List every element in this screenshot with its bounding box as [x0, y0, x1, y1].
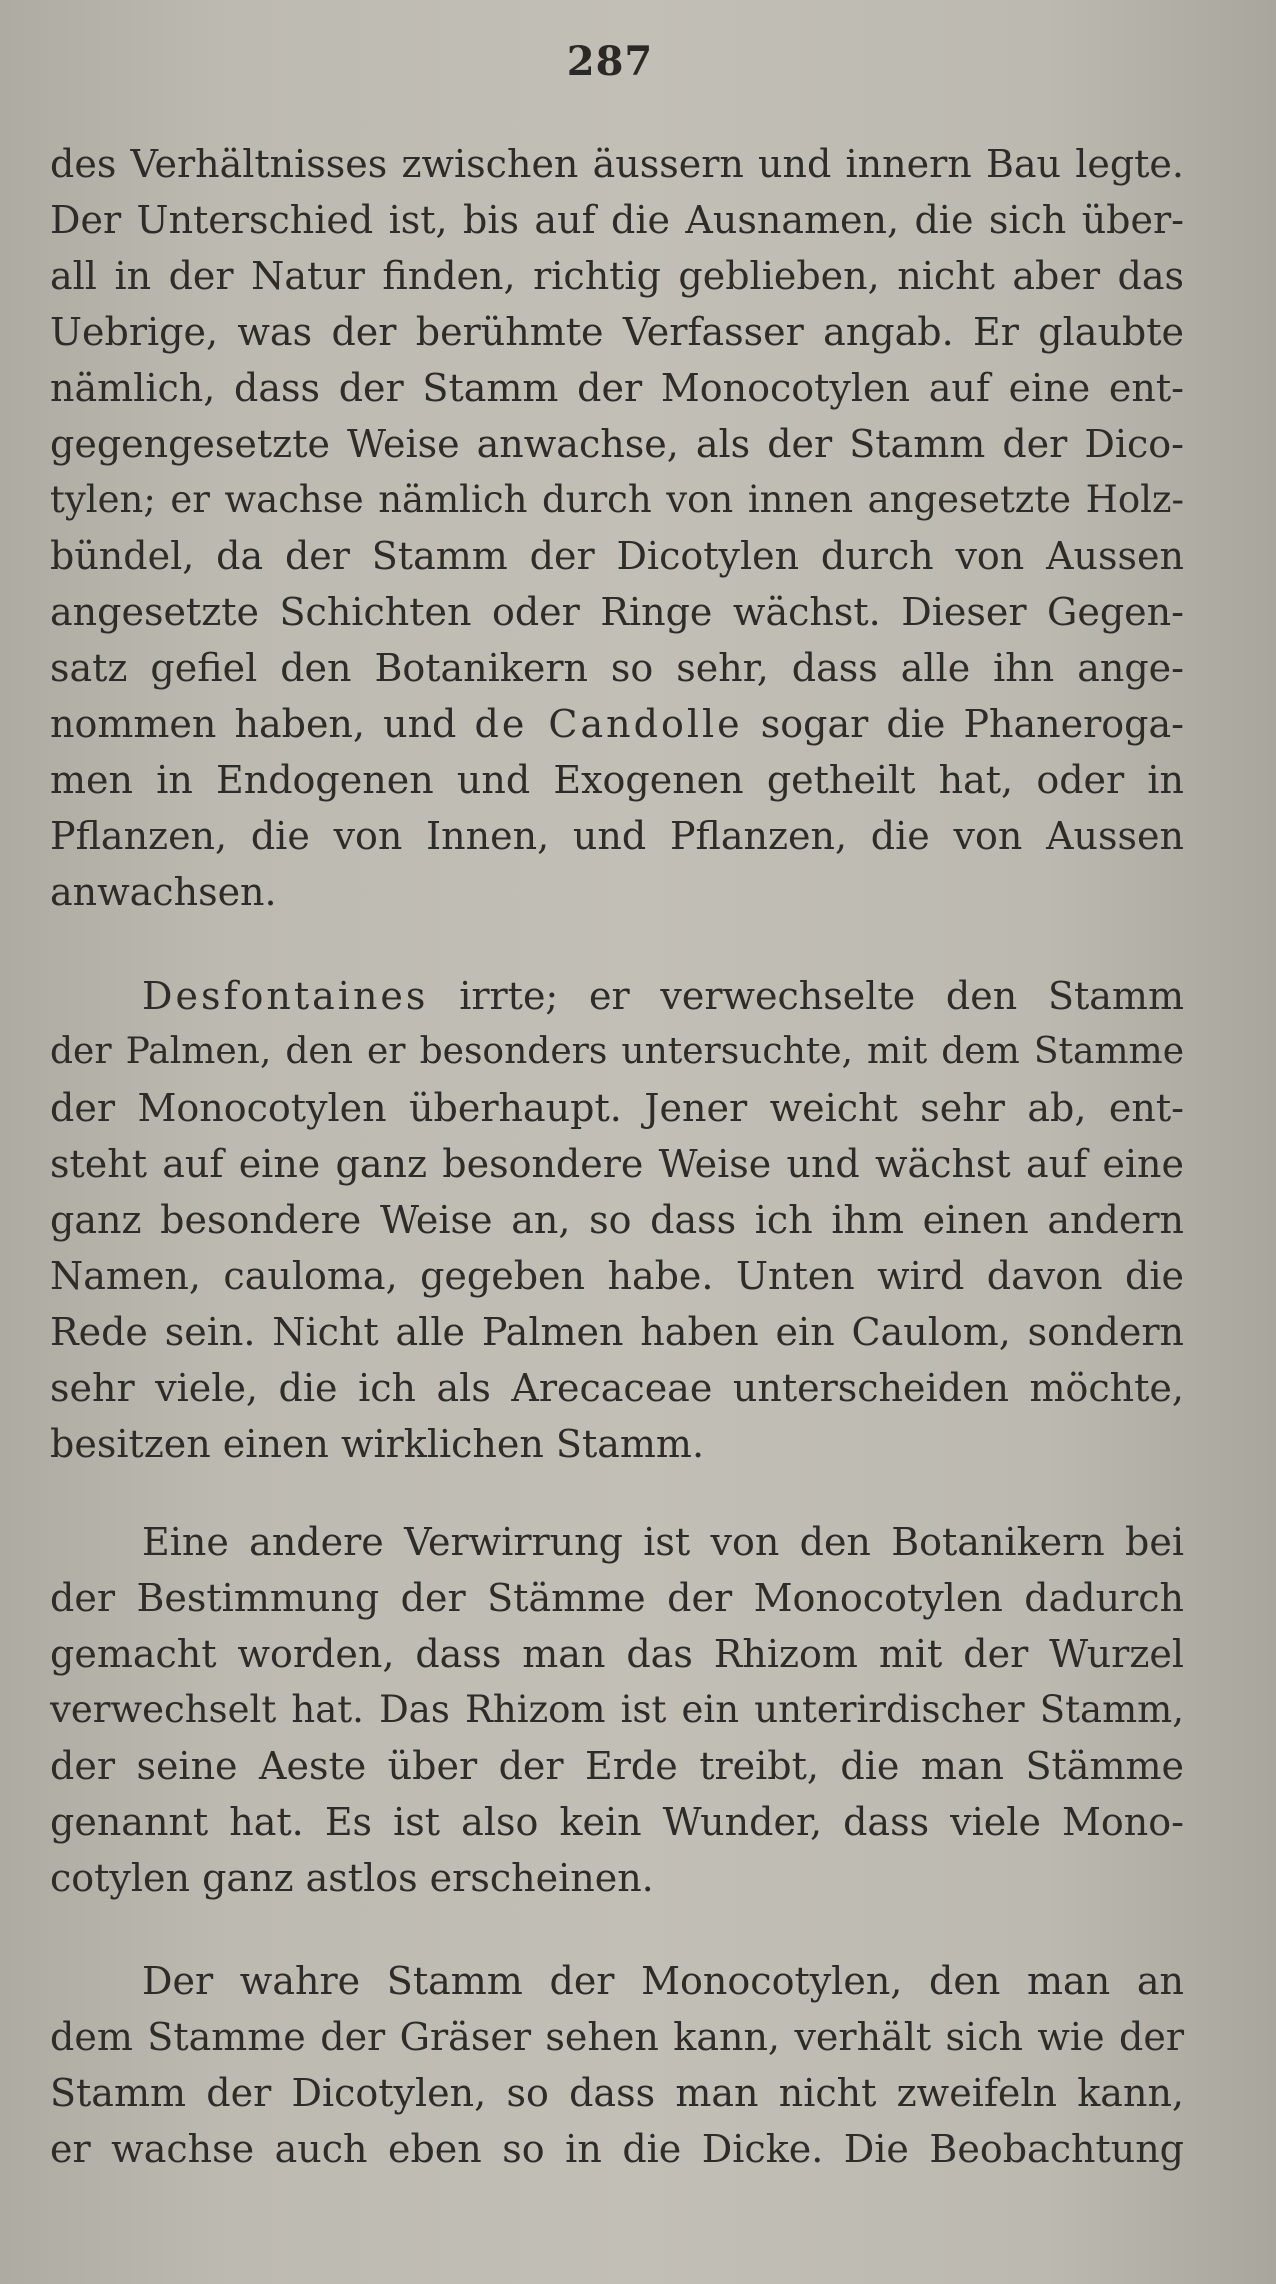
text-line: Der Unterschied ist, bis auf die Ausnamen, die sich über-: [50, 198, 1184, 242]
text-line: steht auf eine ganz besondere Weise und wächst auf eine: [50, 1142, 1184, 1186]
text-line: nämlich, dass der Stamm der Monocotylen auf eine ent-: [50, 366, 1184, 410]
paragraph-3: [50, 1514, 1184, 1906]
text-line: sehr viele, die ich als Arecaceae unterscheiden möchte,: [50, 1366, 1184, 1410]
text-line: genannt hat. Es ist also kein Wunder, dass viele Mono-: [50, 1800, 1184, 1844]
text-line: dem Stamme der Gräser sehen kann, verhält sich wie der: [50, 2015, 1184, 2059]
text-line: bündel, da der Stamm der Dicotylen durch von Aussen: [50, 534, 1184, 578]
author-name: Desfontaines: [142, 974, 429, 1018]
text-line: verwechselt hat. Das Rhizom ist ein unterirdischer Stamm,: [50, 1688, 1184, 1731]
text-line: Der wahre Stamm der Monocotylen, den man an: [142, 1959, 1184, 2003]
text-line: angesetzte Schichten oder Ringe wächst. Dieser Gegen-: [50, 590, 1184, 634]
text-line: der Bestimmung der Stämme der Monocotylen dadurch: [50, 1576, 1184, 1620]
text-line: Eine andere Verwirrung ist von den Botanikern bei: [142, 1520, 1184, 1564]
text-line: Stamm der Dicotylen, so dass man nicht zweifeln kann,: [50, 2071, 1184, 2115]
text-line: all in der Natur finden, richtig geblieben, nicht aber das: [50, 254, 1184, 298]
text-segment: nommen haben, und: [50, 702, 457, 746]
text-line: besitzen einen wirklichen Stamm.: [50, 1422, 705, 1466]
text-line: der Palmen, den er besonders untersuchte, mit dem Stamme: [50, 1031, 1184, 1072]
text-line: Uebrige, was der berühmte Verfasser angab. Er glaubte: [50, 310, 1184, 354]
text-segment: sogar die Phanerogа-: [760, 702, 1184, 746]
text-line: Pflanzen, die von Innen, und Pflanzen, die von Aussen: [50, 814, 1184, 858]
text-line: der seine Aeste über der Erde treibt, die man Stämme: [50, 1744, 1184, 1788]
author-name: de Candolle: [474, 702, 743, 746]
text-line: des Verhältnisses zwischen äussern und innern Bau legte.: [50, 142, 1184, 186]
text-line: gemacht worden, dass man das Rhizom mit der Wurzel: [50, 1632, 1184, 1676]
page-number: 287: [566, 38, 654, 85]
text-line: der Monocotylen überhaupt. Jener weicht sehr ab, ent-: [50, 1086, 1184, 1130]
text-line: gegengesetzte Weise anwachse, als der Stamm der Dico-: [50, 422, 1184, 466]
paragraph-2: [50, 968, 1184, 1472]
text-line: Rede sein. Nicht alle Palmen haben ein Caulom, sondern: [50, 1310, 1184, 1354]
text-line: [50, 968, 1184, 1024]
text-line: ganz besondere Weise an, so dass ich ihm einen andern: [50, 1198, 1184, 1242]
paragraph-4: [50, 1953, 1184, 2177]
paragraph-1: [50, 136, 1184, 920]
text-line: er wachse auch eben so in die Dicke. Die Beobachtung: [50, 2127, 1184, 2171]
text-line: satz gefiel den Botanikern so sehr, dass alle ihn ange-: [50, 646, 1184, 690]
text-line: cotylen ganz astlos erscheinen.: [50, 1856, 654, 1900]
text-line: anwachsen.: [50, 870, 277, 914]
text-line: Namen, cauloma, gegeben habe. Unten wird davon die: [50, 1254, 1184, 1298]
text-line: men in Endogenen und Exogenen getheilt hat, oder in: [50, 758, 1184, 802]
text-line: [50, 696, 1184, 752]
text-segment: irrte; er verwechselte den Stamm: [459, 974, 1184, 1018]
text-line: tylen; er wachse nämlich durch von innen angesetzte Holz-: [50, 478, 1184, 521]
